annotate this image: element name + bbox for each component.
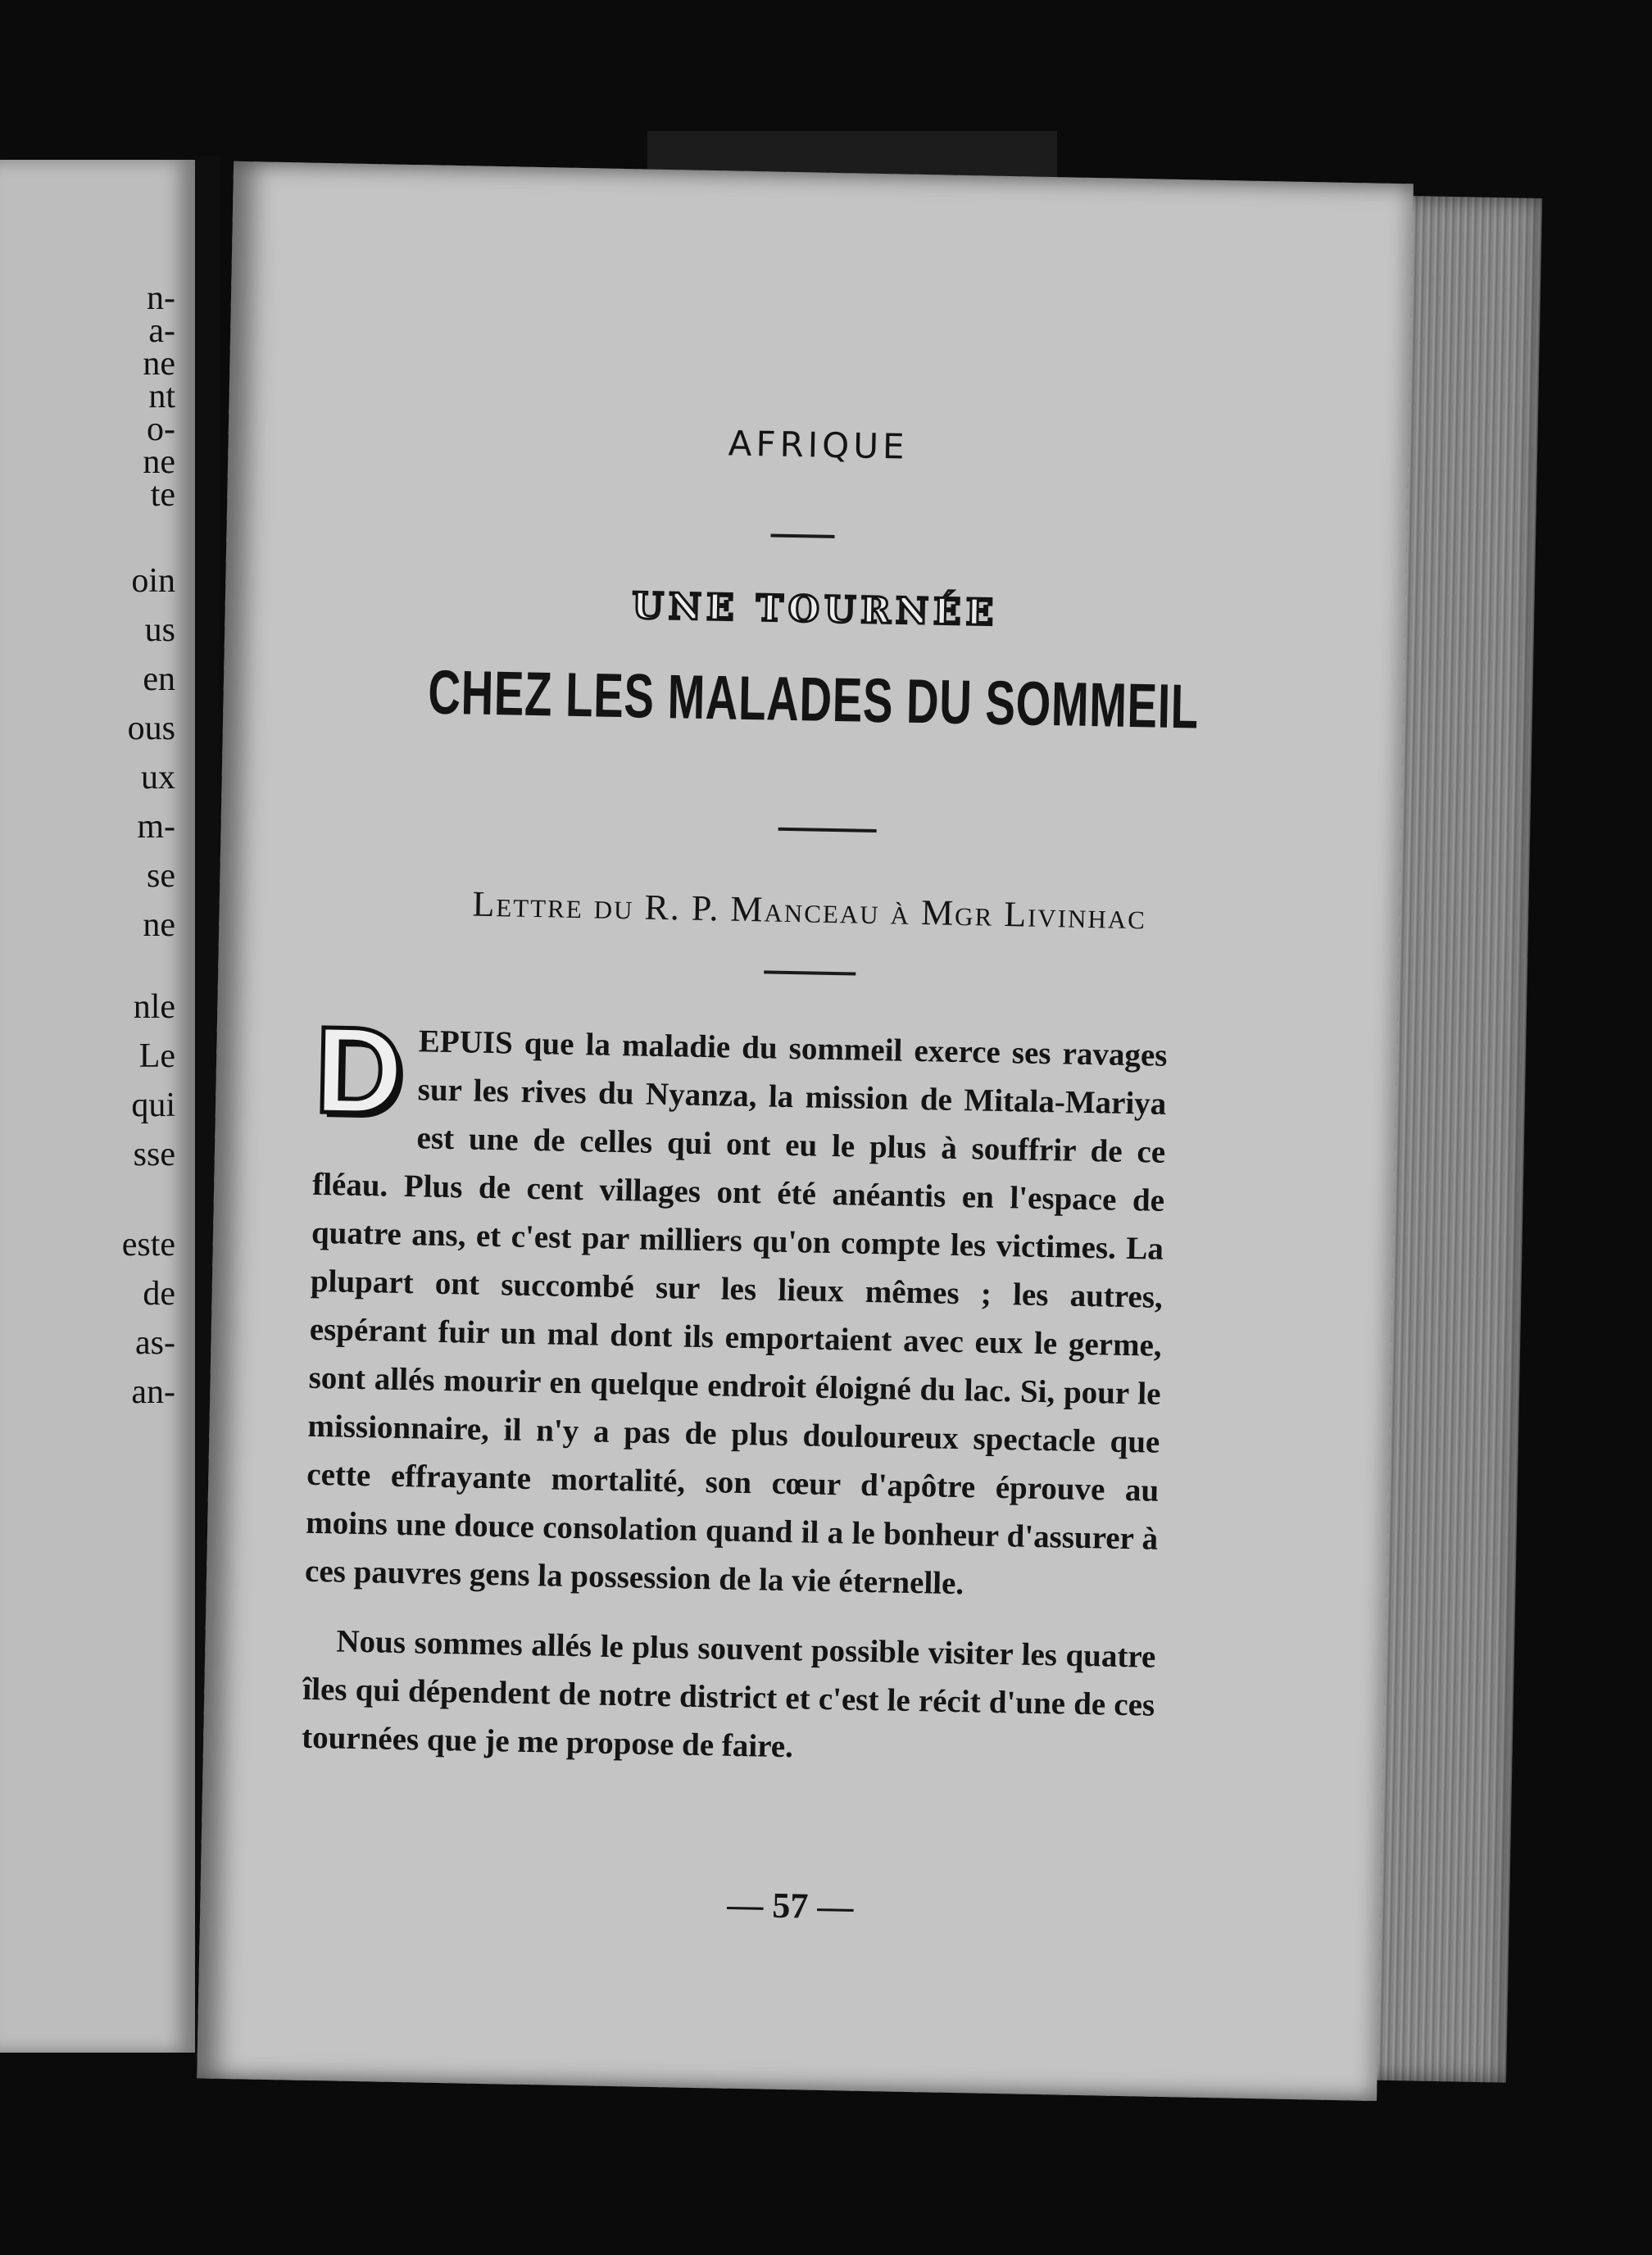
- left-page-line: este: [121, 1226, 175, 1264]
- left-page-line: ous: [127, 710, 175, 747]
- section-title: AFRIQUE: [728, 423, 909, 467]
- left-page-line: ux: [141, 759, 175, 796]
- left-page-line: nle: [133, 988, 175, 1026]
- facing-page-left: [0, 160, 195, 2053]
- body-text: [301, 1000, 1168, 1810]
- article-title: CHEZ LES MALADES DU SOMMEIL: [427, 657, 1200, 742]
- drop-cap: D: [313, 1000, 405, 1140]
- left-page-line: o-: [147, 411, 175, 448]
- paragraph-2: Nous sommes allés le plus souvent possible visiter les quatre îles qui dépendent de notre district et c'est le récit d'une de ces tournées que je me propose de faire.: [301, 1623, 1156, 1765]
- left-page-line: Le: [138, 1037, 175, 1075]
- paragraph-1: [304, 1000, 1168, 1612]
- letter-heading: Lettre du R. P. Manceau à Mgr Livinhac: [472, 883, 1147, 937]
- left-page-line: qui: [131, 1087, 175, 1124]
- left-page-line: as-: [135, 1324, 175, 1362]
- left-page-line: ne: [143, 443, 175, 481]
- left-page-line: m-: [137, 808, 175, 846]
- left-page-line: a-: [148, 312, 175, 350]
- page-content: [197, 161, 1414, 2101]
- main-page: [197, 161, 1414, 2101]
- divider-rule: [764, 970, 856, 975]
- left-page-line: te: [150, 476, 175, 514]
- left-page-line: an-: [131, 1373, 175, 1411]
- left-page-line: en: [143, 660, 175, 698]
- left-page-line: nt: [148, 378, 175, 415]
- paragraph-1-text: EPUIS que la maladie du sommeil exerce ses ravages sur les rives du Nyanza, la mission de Mitala-Mariya est une de celles qui ont eu le plus à souffrir de ce fléau. Plus de cent villages ont été anéantis en l'espace de quatre ans, et c'est par milliers qu'on compte les victimes. La plupart ont succombé sur les lieux mêmes ; les autres, espérant fuir un mal dont ils emportaient avec eux le germe, sont allés mourir en quelque endroit éloigné du lac. Si, pour le missionnaire, il n'y a pas de plus douloureux spectacle que cette effrayante mortalité, son cœur d'apôtre éprouve au moins une douce consolation quand il a le bonheur d'assurer à ces pauvres gens la possession de la vie éternelle.: [304, 1023, 1168, 1602]
- page-number: — 57 —: [726, 1884, 854, 1927]
- left-page-line: de: [143, 1275, 175, 1313]
- left-page-line: ne: [143, 345, 175, 383]
- divider-rule: [770, 533, 834, 538]
- divider-rule: [778, 828, 877, 833]
- left-page-line: us: [144, 611, 175, 649]
- left-page-line: n-: [147, 279, 175, 317]
- left-page-line: oin: [131, 562, 175, 600]
- left-page-line: ne: [143, 906, 175, 944]
- subtitle: UNE TOURNÉE: [631, 585, 999, 634]
- left-page-line: se: [147, 857, 175, 895]
- left-page-line: sse: [133, 1136, 175, 1173]
